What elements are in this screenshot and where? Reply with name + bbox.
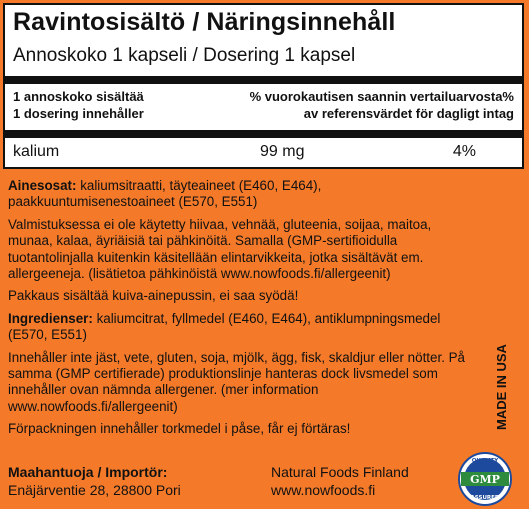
importer-label: Maahantuoja / Importör: xyxy=(8,464,168,480)
swedish-ingredients-text: kaliumcitrat, fyllmedel (E460, E464), antiklumpningsmedel (E570, E551) xyxy=(8,310,441,343)
header-left-line-1: 1 annoskoko sisältää xyxy=(13,89,144,104)
thick-divider xyxy=(5,130,522,138)
made-in-usa-text: MADE IN USA xyxy=(494,344,509,430)
importer-address: Enäjärventie 28, 28800 Pori xyxy=(8,482,181,498)
finnish-ingredients-label: Ainesosat: xyxy=(8,178,77,193)
label-body-text xyxy=(8,178,478,444)
swedish-desiccant-text: Förpackningen innehåller torkmedel i påse, får ej förtäras! xyxy=(8,421,351,437)
facts-subtitle: Annoskoko 1 kapseli / Dosering 1 kapsel xyxy=(13,45,356,66)
badge-top-text: QUALITY xyxy=(471,458,499,464)
finnish-ingredients-text: kaliumsitraatti, täyteaineet (E460, E464), paakkuuntumisenestoaineet (E570, E551) xyxy=(8,178,322,210)
badge-bottom-text: ASSURED xyxy=(470,495,500,501)
header-right-line-1: % vuorokautisen saannin vertailuarvosta% xyxy=(249,89,514,104)
swedish-allergen-text: Innehåller inte jäst, vete, gluten, soja, mjölk, ägg, fisk, skaldjur eller nötter. På samma (GMP certifierade) produktionslinje hanteras dock livsmedel som innehåller ovan nämnda allergener. (mer information www.nowfoods.fi/allergeenit) xyxy=(8,349,466,414)
importer-block xyxy=(8,463,181,499)
thick-divider xyxy=(5,76,522,84)
swedish-ingredients xyxy=(8,311,478,344)
header-right-line-2: av referensvärdet för dagligt intag xyxy=(303,106,514,121)
importer-company-block xyxy=(271,463,409,499)
importer-website: www.nowfoods.fi xyxy=(271,482,376,498)
badge-center-text: GMP xyxy=(470,473,500,486)
importer-company: Natural Foods Finland xyxy=(271,464,409,480)
swedish-ingredients-label: Ingredienser: xyxy=(8,310,93,326)
finnish-allergen-text: Valmistuksessa ei ole käytetty hiivaa, vehnää, gluteenia, soijaa, maitoa, munaa, kalaa, äyriäisiä tai pähkinöitä. Samalla (GMP-sertifioidulla tuotantolinjalla kuitenkin käsitellään elintarvikkeita, jotka sisältävät em. allergeeneja. (lisätietoa pähkinöistä www.nowfoods.fi/allergeenit) xyxy=(8,216,432,282)
facts-header-right xyxy=(250,88,514,122)
nutrient-name: kalium xyxy=(13,143,60,160)
finnish-ingredients xyxy=(8,178,478,211)
header-left-line-2: 1 dosering innehåller xyxy=(13,106,144,121)
facts-title: Ravintosisältö / Näringsinnehåll xyxy=(13,8,396,36)
finnish-desiccant-text: Pakkaus sisältää kuiva-ainepussin, ei saa syödä! xyxy=(8,288,299,304)
nutrition-facts-box xyxy=(3,3,524,169)
facts-header-left xyxy=(13,88,144,122)
gmp-quality-badge-icon xyxy=(455,451,515,507)
nutrient-amount: 99 mg xyxy=(260,143,305,160)
nutrient-percent: 4% xyxy=(452,143,476,160)
